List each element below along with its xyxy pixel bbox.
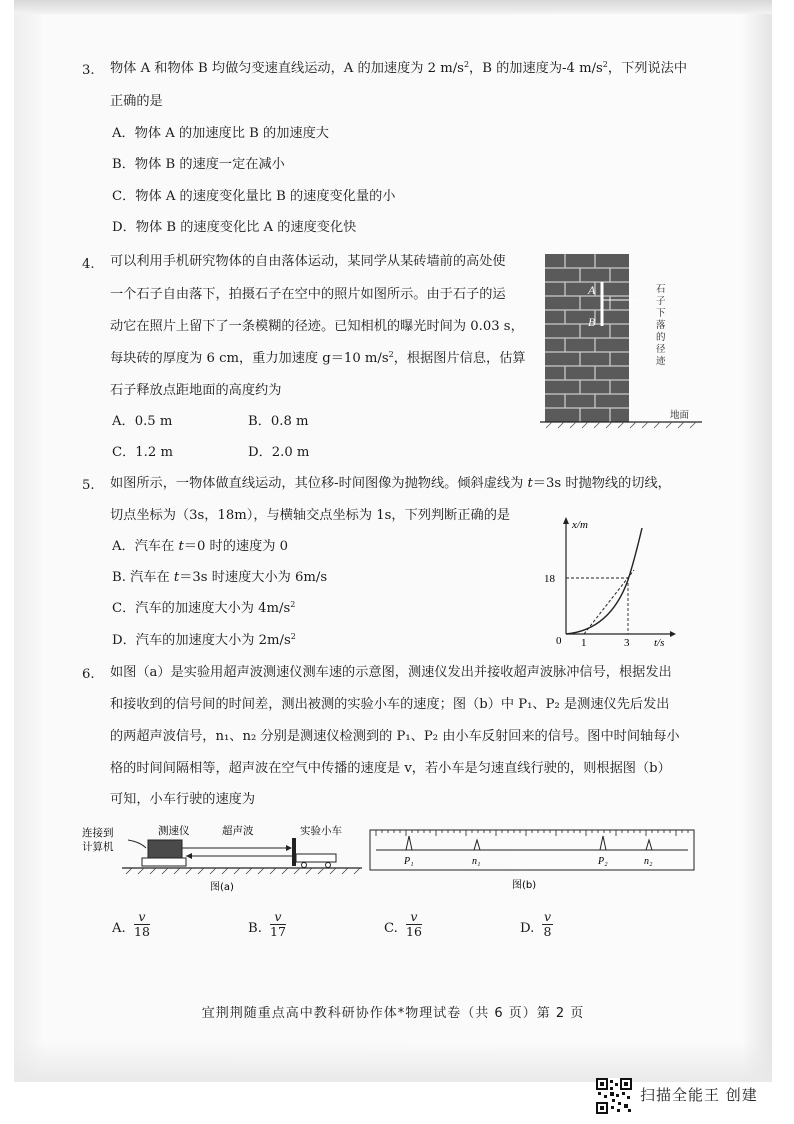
option-a-fraction: $\frac{v}{18}$	[134, 909, 150, 939]
figure-b-caption: 图(b)	[512, 880, 537, 891]
option-b: B．0.8 m	[248, 414, 309, 429]
scanner-watermark-text: 扫描全能王 创建	[640, 1086, 758, 1104]
car-body	[296, 854, 336, 862]
option-a: A．汽车在 t＝0 时的速度为 0	[112, 539, 289, 554]
question-stem-line-1: 如图所示，一物体做直线运动，其位移-时间图像为抛物线。倾斜虚线为 t＝3s 时抛物线的切线，	[110, 476, 671, 491]
cable	[128, 840, 146, 848]
car-wheel	[302, 863, 307, 868]
option-a-letter: A.	[112, 921, 126, 936]
device-label: 测速仪	[158, 825, 190, 837]
svg-text:子: 子	[656, 296, 666, 307]
ground-label: 地面	[670, 410, 690, 421]
pulse-n1	[474, 840, 480, 850]
option-c: C．物体 A 的速度变化量比 B 的速度变化量的小	[112, 189, 396, 204]
pulse-p2	[600, 836, 606, 850]
label-p1: P₁	[404, 856, 414, 867]
wave-label: 超声波	[222, 825, 254, 837]
y-axis-label: x/m	[572, 519, 588, 531]
label-p2: P₂	[598, 856, 608, 867]
figure-b	[366, 826, 706, 896]
question-number: 4.	[82, 257, 95, 272]
option-b-fraction: $\frac{v}{17}$	[270, 909, 286, 939]
option-d: D．2.0 m	[248, 445, 310, 460]
connect-label-1: 连接到	[82, 827, 114, 839]
question-stem-line-5: 可知，小车行驶的速度为	[110, 792, 256, 807]
track-hatch	[126, 868, 360, 874]
question-stem: 物体 A 和物体 B 均做匀变速直线运动，A 的加速度为 2 $m/s^2$，B 的加速度为-4 $m/s^2$，下列说法中	[110, 60, 688, 76]
ground-hatch	[546, 422, 696, 428]
wave-back-arrow	[186, 853, 192, 859]
speed-detector	[148, 840, 182, 858]
x-tick-3: 3	[624, 637, 630, 649]
x-tick-1: 1	[581, 637, 587, 649]
svg-text:迹: 迹	[656, 356, 666, 367]
question-stem-line-3: 动它在照片上留下了一条模糊的径迹。已知相机的曝光时间为 0.03 s，	[110, 319, 524, 334]
question-number: 6.	[82, 667, 95, 682]
question-stem-line-4: 每块砖的厚度为 6 cm，重力加速度 g＝10 $m/s^2$，根据图片信息，估算	[110, 350, 526, 366]
question-stem-line-4: 格的时间间隔相等，超声波在空气中传播的速度是 v，若小车是匀速直线行驶的，则根据图（b）	[110, 761, 671, 776]
figure-a	[82, 818, 372, 894]
parabola-curve	[566, 528, 642, 634]
svg-text:石: 石	[656, 284, 666, 295]
question-stem-line-3: 的两超声波信号，n₁、n₂ 分别是测速仪检测到的 P₁、P₂ 由小车反射回来的信号。图中时间轴每小	[110, 729, 680, 744]
svg-text:的: 的	[656, 332, 666, 343]
label-a: A	[588, 283, 596, 297]
trail-side-label	[656, 284, 666, 367]
option-a: A．0.5 m	[112, 414, 173, 429]
option-c: C．1.2 m	[112, 445, 173, 460]
question-stem-line-2: 和接收到的信号间的时间差，测出被测的实验小车的速度；图（b）中 P₁、P₂ 是测速仪先后发出	[110, 697, 670, 712]
question-number: 3.	[82, 63, 95, 78]
pulse-n2	[646, 840, 652, 850]
svg-text:落: 落	[656, 320, 666, 331]
x-axis-arrow	[563, 517, 569, 524]
question-stem-line-2: 一个石子自由落下，拍摄石子在空中的照片如图所示。由于石子的运	[110, 287, 506, 302]
option-c-letter: C.	[384, 921, 398, 936]
car-wheel	[326, 863, 331, 868]
label-n1: n₁	[472, 856, 481, 867]
question-number: 5.	[82, 478, 95, 493]
xt-graph	[538, 514, 678, 650]
svg-text:下: 下	[656, 308, 666, 319]
tangent-line	[584, 570, 634, 634]
car-label: 实验小车	[300, 825, 342, 837]
origin-label: 0	[556, 635, 562, 647]
option-d-letter: D.	[520, 921, 535, 936]
car-reflector	[292, 838, 296, 866]
option-d: D．汽车的加速度大小为 $2m/s^2$	[112, 632, 296, 648]
option-c: C．汽车的加速度大小为 $4m/s^2$	[112, 600, 296, 616]
question-stem-line-5: 石子释放点距地面的高度约为	[110, 383, 282, 398]
detector-base	[142, 858, 186, 866]
option-b-letter: B.	[248, 921, 262, 936]
exam-page	[14, 0, 772, 1082]
option-d-fraction: $\frac{v}{8}$	[543, 909, 552, 939]
x-axis-label: t/s	[654, 637, 665, 649]
option-a: A．物体 A 的加速度比 B 的加速度大	[112, 126, 329, 141]
svg-text:径: 径	[656, 344, 666, 355]
option-c-fraction: $\frac{v}{16}$	[406, 909, 422, 939]
page-footer: 宜荆荆随重点高中教科研协作体*物理试卷（共 6 页）第 2 页	[201, 1006, 585, 1021]
wave-forward-arrow	[286, 845, 292, 851]
question-stem-line-1: 如图（a）是实验用超声波测速仪测车速的示意图，测速仪发出并接收超声波脉冲信号，根据发出	[110, 665, 672, 680]
figure-a-caption: 图(a)	[210, 882, 234, 893]
question-stem-cont: 正确的是	[110, 94, 163, 109]
question-stem-line-2: 切点坐标为（3s，18m），与横轴交点坐标为 1s，下列判断正确的是	[110, 508, 511, 523]
page-top-edge	[14, 0, 772, 14]
connect-label-2: 计算机	[82, 841, 114, 853]
label-n2: n₂	[644, 856, 653, 867]
qr-code-icon	[596, 1078, 632, 1114]
option-d: D．物体 B 的速度变化比 A 的速度变化快	[112, 220, 357, 235]
option-b: B. 汽车在 t＝3s 时速度大小为 6m/s	[112, 570, 328, 585]
brick-wall-figure	[540, 252, 706, 430]
question-stem-line-1: 可以利用手机研究物体的自由落体运动，某同学从某砖墙前的高处使	[110, 254, 506, 269]
time-axis-ticks	[376, 830, 688, 836]
pulse-p1	[406, 836, 412, 850]
y-tick-18: 18	[544, 573, 555, 585]
t-axis-arrow	[670, 631, 676, 637]
option-b: B．物体 B 的速度一定在减小	[112, 157, 285, 172]
page-bottom-shade	[14, 1042, 772, 1082]
label-b: B	[588, 315, 596, 329]
